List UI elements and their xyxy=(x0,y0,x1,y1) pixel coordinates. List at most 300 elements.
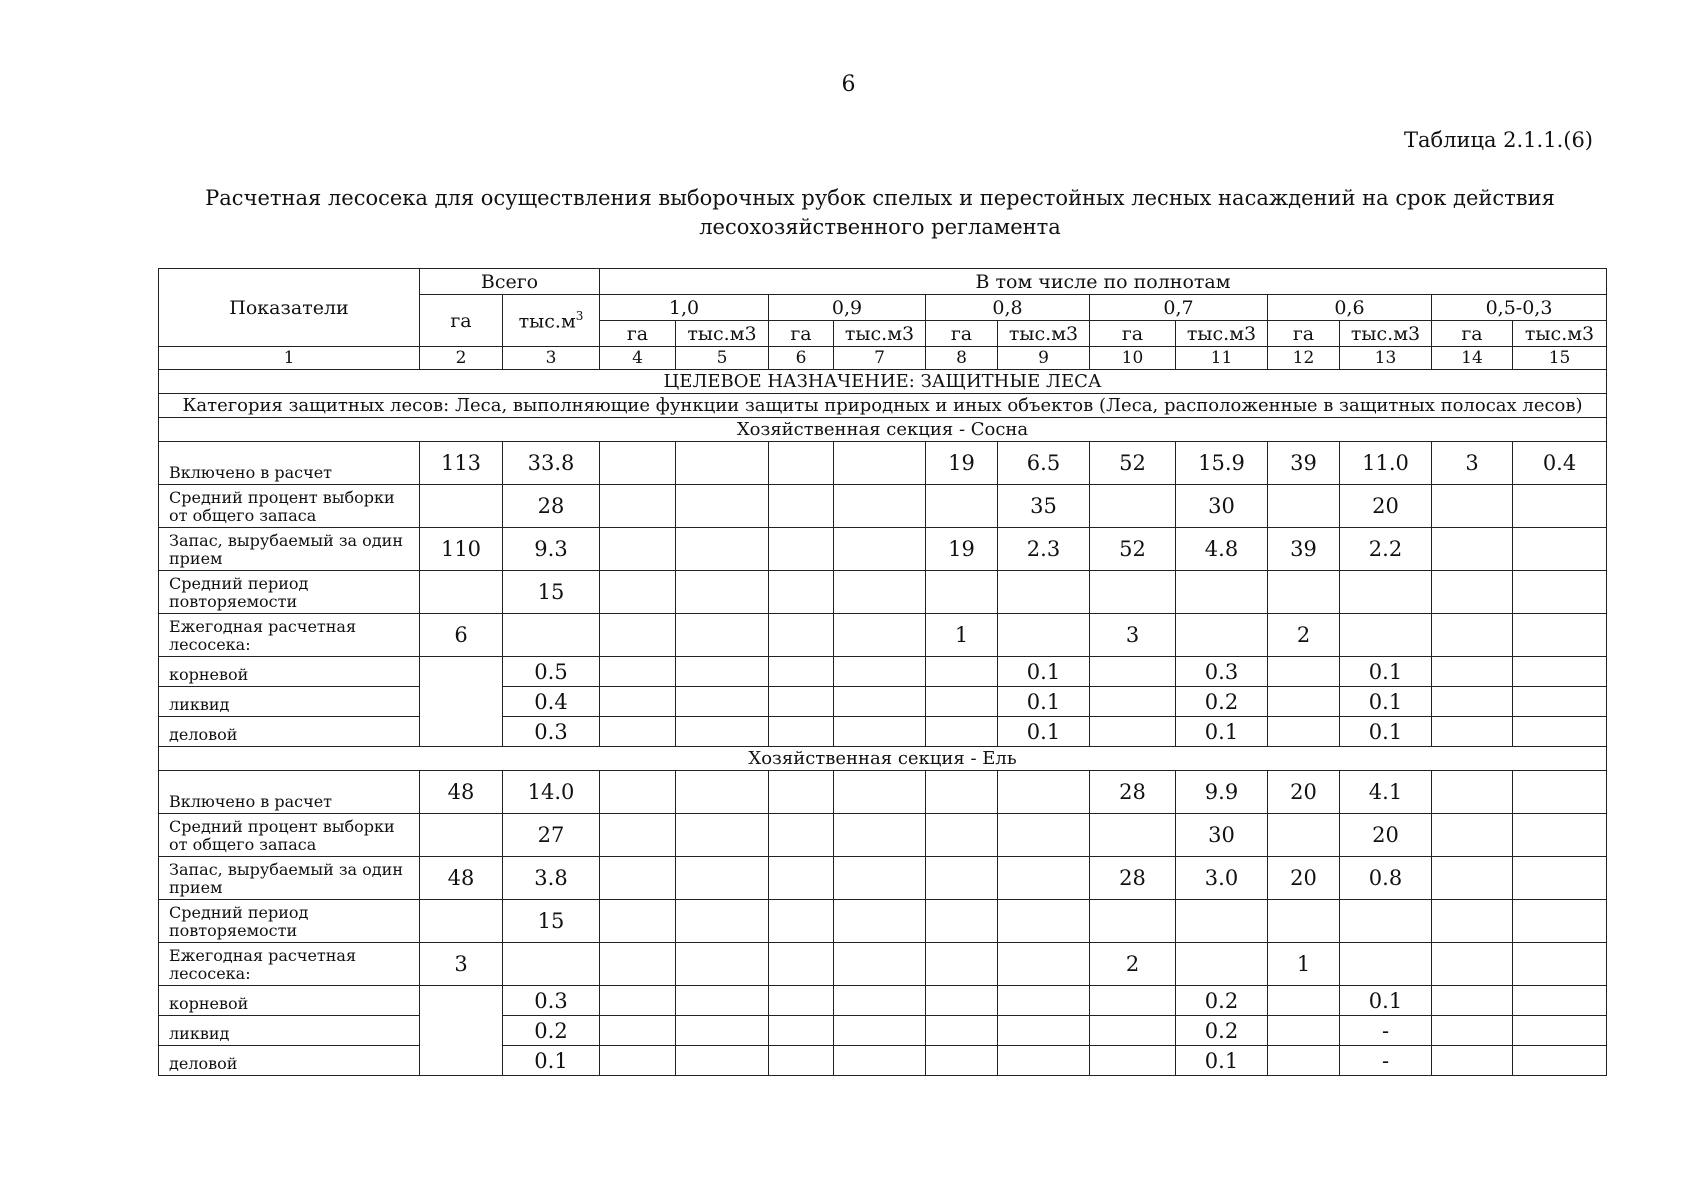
column-number: 2 xyxy=(420,347,503,370)
table-cell xyxy=(1513,528,1607,571)
table-cell xyxy=(926,717,998,747)
table-row xyxy=(159,571,1607,614)
header-total: Всего xyxy=(420,269,600,295)
table-cell: 9.3 xyxy=(503,528,600,571)
table-row xyxy=(159,943,1607,986)
header-density-0-7: 0,7 xyxy=(1090,295,1268,321)
table-cell xyxy=(1513,771,1607,814)
table-cell xyxy=(676,657,769,687)
table-cell xyxy=(998,614,1090,657)
table-cell xyxy=(1268,1016,1340,1046)
table-cell xyxy=(676,771,769,814)
merged-empty-cell xyxy=(420,657,503,747)
table-cell: 27 xyxy=(503,814,600,857)
table-cell: 0.1 xyxy=(503,1046,600,1076)
row-label: Средний период повторяемости xyxy=(159,900,420,943)
table-cell xyxy=(1513,687,1607,717)
row-label: Включено в расчет xyxy=(159,771,420,814)
table-cell xyxy=(769,614,834,657)
title-line-1: Расчетная лесосека для осуществления выборочных рубок спелых и перестойных лесных насаждений на срок действия xyxy=(205,186,1555,210)
row-label: ликвид xyxy=(159,687,420,717)
table-cell xyxy=(600,814,676,857)
table-cell xyxy=(600,1016,676,1046)
row-label: Ежегодная расчетная лесосека: xyxy=(159,614,420,657)
table-cell: 52 xyxy=(1090,528,1176,571)
table-cell xyxy=(1513,900,1607,943)
table-cell xyxy=(1090,1016,1176,1046)
table-cell xyxy=(600,857,676,900)
table-cell xyxy=(1432,485,1513,528)
table-cell xyxy=(676,814,769,857)
table-cell: 0.3 xyxy=(503,717,600,747)
table-cell: 9.9 xyxy=(1176,771,1268,814)
table-cell: 110 xyxy=(420,528,503,571)
table-row xyxy=(159,528,1607,571)
table-cell: 6 xyxy=(420,614,503,657)
table-row xyxy=(159,814,1607,857)
document-title xyxy=(160,184,1600,242)
table-cell: 19 xyxy=(926,442,998,485)
table-cell xyxy=(600,717,676,747)
table-cell xyxy=(1090,485,1176,528)
header-density-0-9: 0,9 xyxy=(769,295,926,321)
table-cell xyxy=(834,614,926,657)
section-name: Хозяйственная секция - Сосна xyxy=(159,418,1607,442)
table-cell xyxy=(1513,717,1607,747)
table-cell: 11.0 xyxy=(1340,442,1432,485)
table-cell: 0.1 xyxy=(998,657,1090,687)
header-unit-thous-m3: тыс.м3 xyxy=(1176,321,1268,347)
column-number: 13 xyxy=(1340,347,1432,370)
table-cell: 19 xyxy=(926,528,998,571)
table-cell xyxy=(600,614,676,657)
table-cell: 52 xyxy=(1090,442,1176,485)
table-cell xyxy=(600,687,676,717)
table-cell xyxy=(420,900,503,943)
table-row xyxy=(159,717,1607,747)
table-cell xyxy=(1090,717,1176,747)
header-total-thous-m3 xyxy=(503,295,600,347)
table-row xyxy=(159,1016,1607,1046)
table-cell xyxy=(676,857,769,900)
table-cell xyxy=(1176,571,1268,614)
table-cell xyxy=(1090,986,1176,1016)
table-cell xyxy=(834,717,926,747)
table-cell xyxy=(1432,657,1513,687)
table-cell xyxy=(769,814,834,857)
column-number: 6 xyxy=(769,347,834,370)
table-cell: 1 xyxy=(1268,943,1340,986)
table-cell xyxy=(1432,814,1513,857)
table-cell: 33.8 xyxy=(503,442,600,485)
header-unit-ha: га xyxy=(769,321,834,347)
table-cell: 3.8 xyxy=(503,857,600,900)
header-unit-thous-m3: тыс.м3 xyxy=(998,321,1090,347)
table-cell: 0.2 xyxy=(1176,986,1268,1016)
page-number: 6 xyxy=(841,72,856,97)
table-cell xyxy=(1513,657,1607,687)
table-cell xyxy=(926,571,998,614)
table-cell xyxy=(998,900,1090,943)
column-number: 4 xyxy=(600,347,676,370)
table-cell xyxy=(998,986,1090,1016)
table-row xyxy=(159,485,1607,528)
table-cell xyxy=(1432,528,1513,571)
table-cell xyxy=(503,614,600,657)
header-total-thous-m3-text: тыс.м xyxy=(518,310,576,333)
table-cell: 0.3 xyxy=(503,986,600,1016)
table-cell xyxy=(676,687,769,717)
table-cell xyxy=(1268,986,1340,1016)
table-cell xyxy=(769,717,834,747)
table-cell: 30 xyxy=(1176,814,1268,857)
table-cell xyxy=(420,814,503,857)
header-row-1 xyxy=(159,269,1607,295)
table-cell: 20 xyxy=(1340,485,1432,528)
table-cell xyxy=(769,485,834,528)
column-number: 1 xyxy=(159,347,420,370)
table-cell xyxy=(926,687,998,717)
table-cell xyxy=(769,657,834,687)
table-cell xyxy=(676,485,769,528)
table-cell xyxy=(1432,1016,1513,1046)
table-caption: Таблица 2.1.1.(6) xyxy=(1403,128,1593,152)
column-number: 11 xyxy=(1176,347,1268,370)
row-label: Средний процент выборки от общего запаса xyxy=(159,485,420,528)
column-number: 10 xyxy=(1090,347,1176,370)
table-cell xyxy=(1340,943,1432,986)
table-cell: 1 xyxy=(926,614,998,657)
table-cell: 3 xyxy=(1432,442,1513,485)
table-cell xyxy=(1090,687,1176,717)
table-cell: 0.4 xyxy=(1513,442,1607,485)
table-cell xyxy=(1176,900,1268,943)
table-cell: - xyxy=(1340,1016,1432,1046)
table-cell xyxy=(834,528,926,571)
table-cell: 0.3 xyxy=(1176,657,1268,687)
table-cell: 6.5 xyxy=(998,442,1090,485)
table-cell: 39 xyxy=(1268,528,1340,571)
column-number-row xyxy=(159,347,1607,370)
table-cell xyxy=(834,771,926,814)
table-cell xyxy=(676,986,769,1016)
category-cell: Категория защитных лесов: Леса, выполняющие функции защиты природных и иных объектов (Леса, расположенные в защитных полосах лесов) xyxy=(159,394,1607,418)
table-cell: 28 xyxy=(503,485,600,528)
row-label: ликвид xyxy=(159,1016,420,1046)
section-name: Хозяйственная секция - Ель xyxy=(159,747,1607,771)
table-cell xyxy=(1268,717,1340,747)
row-label: деловой xyxy=(159,1046,420,1076)
table-cell xyxy=(769,687,834,717)
table-cell xyxy=(1268,687,1340,717)
table-cell: 48 xyxy=(420,771,503,814)
column-number: 5 xyxy=(676,347,769,370)
table-cell: 2 xyxy=(1090,943,1176,986)
table-cell xyxy=(834,986,926,1016)
table-cell xyxy=(1513,814,1607,857)
header-density-1-0: 1,0 xyxy=(600,295,769,321)
table-cell: 3 xyxy=(420,943,503,986)
title-line-2: лесохозяйственного регламента xyxy=(699,215,1061,239)
table-cell xyxy=(998,857,1090,900)
header-total-ha: га xyxy=(420,295,503,347)
table-cell xyxy=(834,485,926,528)
table-cell: 0.5 xyxy=(503,657,600,687)
table-cell xyxy=(676,1016,769,1046)
table-cell: 14.0 xyxy=(503,771,600,814)
purpose-cell: ЦЕЛЕВОЕ НАЗНАЧЕНИЕ: ЗАЩИТНЫЕ ЛЕСА xyxy=(159,370,1607,394)
table-cell: 4.8 xyxy=(1176,528,1268,571)
header-unit-thous-m3: тыс.м3 xyxy=(676,321,769,347)
table-cell xyxy=(769,986,834,1016)
table-cell xyxy=(600,771,676,814)
table-cell xyxy=(1432,614,1513,657)
table-row xyxy=(159,771,1607,814)
table-cell xyxy=(1176,943,1268,986)
row-label: Включено в расчет xyxy=(159,442,420,485)
table-cell xyxy=(834,814,926,857)
header-density-0-6: 0,6 xyxy=(1268,295,1432,321)
column-number: 8 xyxy=(926,347,998,370)
row-label: корневой xyxy=(159,657,420,687)
table-cell xyxy=(1513,571,1607,614)
table-cell xyxy=(1432,687,1513,717)
table-cell xyxy=(769,1046,834,1076)
table-cell xyxy=(1340,900,1432,943)
table-row xyxy=(159,857,1607,900)
table-cell xyxy=(600,657,676,687)
table-row xyxy=(159,657,1607,687)
category-row xyxy=(159,394,1607,418)
table-cell xyxy=(676,717,769,747)
table-cell: 0.8 xyxy=(1340,857,1432,900)
table-cell xyxy=(769,900,834,943)
table-cell xyxy=(1432,900,1513,943)
table-cell: 30 xyxy=(1176,485,1268,528)
table-row xyxy=(159,442,1607,485)
table-cell xyxy=(926,485,998,528)
table-cell: 0.1 xyxy=(1340,657,1432,687)
table-cell: 15.9 xyxy=(1176,442,1268,485)
table-cell xyxy=(1340,571,1432,614)
table-cell xyxy=(1090,900,1176,943)
table-cell xyxy=(769,1016,834,1046)
header-unit-thous-m3: тыс.м3 xyxy=(1340,321,1432,347)
table-cell xyxy=(998,814,1090,857)
table-cell xyxy=(998,1016,1090,1046)
section-row xyxy=(159,747,1607,771)
table-cell xyxy=(600,528,676,571)
table-cell xyxy=(676,943,769,986)
table-cell xyxy=(1268,814,1340,857)
table-row xyxy=(159,687,1607,717)
allowable-cut-table xyxy=(158,268,1607,1076)
table-cell xyxy=(834,442,926,485)
table-row xyxy=(159,1046,1607,1076)
table-cell xyxy=(926,986,998,1016)
table-cell xyxy=(1432,857,1513,900)
table-cell: 39 xyxy=(1268,442,1340,485)
table-cell: 0.2 xyxy=(1176,687,1268,717)
table-row xyxy=(159,614,1607,657)
table-cell: 113 xyxy=(420,442,503,485)
table-cell xyxy=(1268,657,1340,687)
table-cell xyxy=(834,657,926,687)
table-cell xyxy=(600,986,676,1016)
table-cell xyxy=(676,900,769,943)
table-cell xyxy=(769,771,834,814)
table-cell: 35 xyxy=(998,485,1090,528)
table-cell xyxy=(1432,943,1513,986)
table-cell xyxy=(600,571,676,614)
row-label: деловой xyxy=(159,717,420,747)
table-cell xyxy=(600,900,676,943)
table-cell: 0.2 xyxy=(1176,1016,1268,1046)
header-unit-ha: га xyxy=(600,321,676,347)
header-unit-thous-m3: тыс.м3 xyxy=(1513,321,1607,347)
row-label: Средний процент выборки от общего запаса xyxy=(159,814,420,857)
table-cell xyxy=(998,571,1090,614)
table-cell xyxy=(600,442,676,485)
table-cell: 0.1 xyxy=(1340,717,1432,747)
table-cell: 0.1 xyxy=(1176,717,1268,747)
table-cell xyxy=(1090,814,1176,857)
column-number: 12 xyxy=(1268,347,1340,370)
header-unit-ha: га xyxy=(1268,321,1340,347)
table-cell xyxy=(926,657,998,687)
table-cell xyxy=(1268,571,1340,614)
table-cell xyxy=(926,1016,998,1046)
merged-empty-cell xyxy=(420,986,503,1076)
table-cell xyxy=(769,571,834,614)
table-cell: 0.4 xyxy=(503,687,600,717)
header-unit-ha: га xyxy=(926,321,998,347)
column-number: 14 xyxy=(1432,347,1513,370)
table-cell xyxy=(926,1046,998,1076)
table-cell xyxy=(1268,485,1340,528)
header-indicators: Показатели xyxy=(159,269,420,347)
table-cell: 0.1 xyxy=(1340,986,1432,1016)
header-density-0-5-0-3: 0,5-0,3 xyxy=(1432,295,1607,321)
table-cell xyxy=(676,1046,769,1076)
table-cell xyxy=(998,943,1090,986)
table-cell: 2.2 xyxy=(1340,528,1432,571)
header-unit-ha: га xyxy=(1432,321,1513,347)
table-cell xyxy=(420,571,503,614)
table-cell xyxy=(926,943,998,986)
table-cell xyxy=(769,943,834,986)
table-cell xyxy=(926,814,998,857)
table-cell xyxy=(1513,1016,1607,1046)
table-cell xyxy=(1090,571,1176,614)
table-cell: 4.1 xyxy=(1340,771,1432,814)
table-cell xyxy=(676,571,769,614)
table-cell xyxy=(420,485,503,528)
table-cell xyxy=(1090,657,1176,687)
table-cell: 48 xyxy=(420,857,503,900)
table-cell xyxy=(998,771,1090,814)
table-cell: 0.1 xyxy=(998,717,1090,747)
table-cell xyxy=(926,857,998,900)
table-cell xyxy=(926,900,998,943)
table-cell xyxy=(769,857,834,900)
table-cell xyxy=(769,442,834,485)
table-cell: 28 xyxy=(1090,771,1176,814)
table-cell xyxy=(1513,614,1607,657)
row-label: Ежегодная расчетная лесосека: xyxy=(159,943,420,986)
table-cell xyxy=(1432,717,1513,747)
table-cell xyxy=(834,943,926,986)
table-cell xyxy=(1432,571,1513,614)
superscript-3: 3 xyxy=(575,308,584,323)
header-including: В том числе по полнотам xyxy=(600,269,1607,295)
table-cell: - xyxy=(1340,1046,1432,1076)
table-cell: 2.3 xyxy=(998,528,1090,571)
table-row xyxy=(159,986,1607,1016)
table-cell xyxy=(834,1016,926,1046)
table-cell: 3.0 xyxy=(1176,857,1268,900)
table-cell: 20 xyxy=(1268,771,1340,814)
table-cell xyxy=(1176,614,1268,657)
table-cell: 20 xyxy=(1340,814,1432,857)
table-cell xyxy=(834,571,926,614)
table-cell xyxy=(834,900,926,943)
row-label: Запас, вырубаемый за один прием xyxy=(159,857,420,900)
table-cell xyxy=(1268,900,1340,943)
row-label: Запас, вырубаемый за один прием xyxy=(159,528,420,571)
row-label: корневой xyxy=(159,986,420,1016)
table-cell: 0.1 xyxy=(998,687,1090,717)
table-cell: 15 xyxy=(503,571,600,614)
table-cell xyxy=(676,442,769,485)
header-unit-ha: га xyxy=(1090,321,1176,347)
table-cell xyxy=(834,857,926,900)
table-cell xyxy=(1432,986,1513,1016)
section-row xyxy=(159,418,1607,442)
table-cell xyxy=(1513,857,1607,900)
table-cell: 15 xyxy=(503,900,600,943)
table-cell xyxy=(1513,1046,1607,1076)
table-cell xyxy=(600,1046,676,1076)
column-number: 9 xyxy=(998,347,1090,370)
column-number: 15 xyxy=(1513,347,1607,370)
table-cell: 2 xyxy=(1268,614,1340,657)
table-cell xyxy=(1268,1046,1340,1076)
table-cell xyxy=(1513,986,1607,1016)
column-number: 7 xyxy=(834,347,926,370)
purpose-row xyxy=(159,370,1607,394)
row-label: Средний период повторяемости xyxy=(159,571,420,614)
table-cell xyxy=(1090,1046,1176,1076)
table-cell xyxy=(926,771,998,814)
table-cell xyxy=(600,943,676,986)
table-cell: 20 xyxy=(1268,857,1340,900)
table-cell xyxy=(1513,485,1607,528)
table-row xyxy=(159,900,1607,943)
table-cell xyxy=(834,1046,926,1076)
table-cell: 28 xyxy=(1090,857,1176,900)
header-density-0-8: 0,8 xyxy=(926,295,1090,321)
table-cell xyxy=(998,1046,1090,1076)
table-cell xyxy=(600,485,676,528)
table-cell xyxy=(503,943,600,986)
table-cell: 0.2 xyxy=(503,1016,600,1046)
table-cell xyxy=(1513,943,1607,986)
table-cell: 0.1 xyxy=(1340,687,1432,717)
table-cell xyxy=(769,528,834,571)
header-unit-thous-m3: тыс.м3 xyxy=(834,321,926,347)
table-cell xyxy=(834,687,926,717)
